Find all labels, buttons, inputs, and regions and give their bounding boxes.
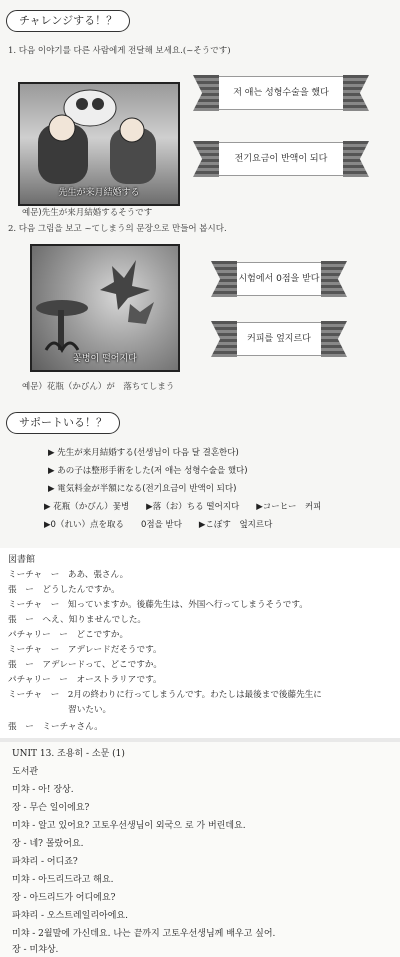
- dialogue-heading: 図書館: [8, 555, 36, 565]
- support-item: ▶0（れい）点を取る 0점을 받다 ▶こぼす 엎지르다: [44, 520, 273, 530]
- dialogue-line: 파챠리 - 오스트레일리아에요.: [12, 911, 128, 921]
- japanese-dialogue: [0, 548, 400, 738]
- dialogue-line: ミーチャ ー アデレードだそうです。: [8, 645, 162, 655]
- support-item: ▶ 先生が来月結婚する(선생님이 다음 달 결혼한다): [48, 448, 239, 458]
- dialogue-line: 장 - 네? 몰랐어요.: [12, 839, 84, 849]
- dialogue-line: 파챠리 - 어디죠?: [12, 857, 78, 867]
- question-2: 2. 다음 그림을 보고 ~てしまう의 문장으로 만들어 봅시다.: [8, 224, 227, 234]
- dialogue-line: パチャリー ー オーストラリアです。: [8, 675, 162, 685]
- support-item: ▶ あの子は整形手術をした(저 애는 성형수술을 했다): [48, 466, 248, 476]
- dialogue-line: ミーチャ ー 2月の終わりに行ってしまうんです。わたしは最後まで後藤先生に: [8, 690, 322, 700]
- question-1: 1. 다음 이야기를 다른 사람에게 전달해 보세요.(~そうです): [8, 46, 231, 56]
- dialogue-line: 장 - 아드리드가 어디에요?: [12, 893, 116, 903]
- dialogue-line: 미챠 - 알고 있어요? 고토우선생님이 외국으 로 가 버린데요.: [12, 821, 246, 831]
- answer-banner-2: 전기요금이 반액이 되다: [206, 142, 356, 176]
- dialogue-line: パチャリー ー どこですか。: [8, 630, 129, 640]
- dialogue-line: ミーチャ ー 知っていますか。後藤先生は、外国へ行ってしまうそうです。: [8, 600, 308, 610]
- answer-banner-1: 저 애는 성형수술을 했다: [206, 76, 356, 110]
- dialogue-line: 習いたい。: [8, 705, 112, 715]
- answer-banner-4: 커피를 엎지르다: [224, 322, 334, 356]
- vase-caption: 꽃병이 떨어지다: [73, 354, 137, 364]
- dialogue-line: 미챠 - 2월말에 가신데요. 나는 끝까지 고토우선생님께 배우고 싶어.: [12, 929, 276, 939]
- wedding-caption: 先生が来月結婚する: [58, 188, 140, 198]
- dialogue-line: 장 - 무슨 일이에요?: [12, 803, 90, 813]
- dialogue-line: 도서관: [12, 767, 39, 777]
- example-2: 예문）花瓶（かびん）が 落ちてしまう: [22, 382, 175, 392]
- dialogue-line: 미챠 - 아! 장상.: [12, 785, 74, 795]
- dialogue-line: 미챠 - 아드리드라고 해요.: [12, 875, 114, 885]
- challenge-title: チャレンジする！？: [6, 10, 130, 32]
- dialogue-line: ミーチャ ー ああ、張さん。: [8, 570, 129, 580]
- wedding-picture: [18, 82, 180, 206]
- dialogue-line: UNIT 13. 조용히 - 소문 (1): [12, 749, 125, 759]
- answer-banner-3: 시험에서 0점을 받다: [224, 262, 334, 296]
- support-item: ▶ 電気料金が半額になる(전기요금이 반액이 되다): [48, 484, 237, 494]
- dialogue-line: 張 ー アデレードって、どこですか。: [8, 660, 163, 670]
- dialogue-line: 장 - 미챠상.: [12, 945, 59, 955]
- support-item: ▶ 花瓶（かびん）꽃병 ▶落（お）ちる 떨어지다 ▶コーヒー 커피: [44, 502, 322, 512]
- example-1: 예문)先生が来月結婚するそうです: [22, 208, 153, 218]
- dialogue-line: 張 ー ミーチャさん。: [8, 722, 103, 732]
- dialogue-line: 張 ー へえ、知りませんでした。: [8, 615, 147, 625]
- support-title: サポートいる！？: [6, 412, 120, 434]
- vase-picture: [30, 244, 180, 372]
- korean-dialogue: [0, 742, 400, 957]
- dialogue-line: 張 ー どうしたんですか。: [8, 585, 120, 595]
